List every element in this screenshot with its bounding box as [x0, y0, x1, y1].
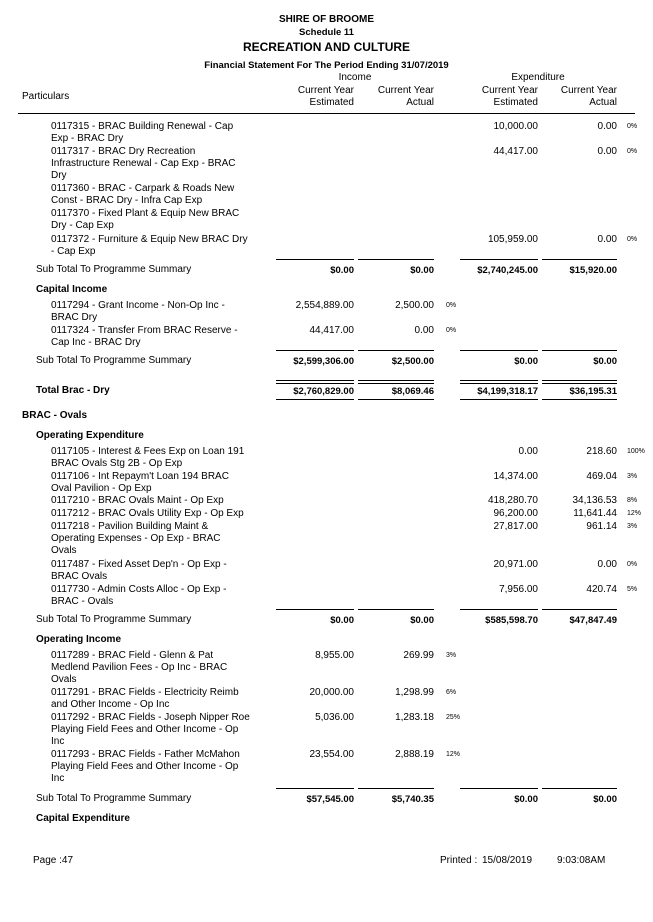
line-item-text: BRAC Ovals — [51, 571, 108, 582]
amount-e-act: 34,136.53 — [572, 495, 617, 506]
col-exp-estimated-header: Current Year Estimated — [481, 85, 538, 108]
total-rule — [276, 350, 354, 351]
line-item-text: 0117293 - BRAC Fields - Father McMahon — [51, 749, 240, 760]
total-bottom-rule — [358, 399, 434, 400]
line-item-text: 0117487 - Fixed Asset Dep'n - Op Exp - — [51, 559, 227, 570]
report-title: RECREATION AND CULTURE — [242, 40, 411, 54]
amount-i-act: 0.00 — [414, 325, 434, 336]
col-income-actual-header: Current Year Actual — [377, 85, 434, 108]
line-item-text: Ovals — [51, 545, 77, 556]
section-heading: Operating Expenditure — [36, 430, 144, 441]
page-number: Page :47 — [33, 855, 74, 866]
line-item-text: 0117324 - Transfer From BRAC Reserve - — [51, 325, 238, 336]
subtotal-amount: $15,920.00 — [569, 265, 617, 276]
line-item-text: Cap Inc - BRAC Dry — [51, 337, 141, 348]
expenditure-percent: 0% — [627, 561, 638, 568]
subtotal-amount: $0.00 — [410, 265, 434, 276]
subtotal-label: Sub Total To Programme Summary — [36, 614, 192, 625]
income-percent: 0% — [446, 302, 457, 309]
amount-i-est: 8,955.00 — [315, 650, 354, 661]
amount-e-act: 218.60 — [586, 446, 617, 457]
line-item-label — [51, 300, 261, 324]
amount-e-est: 27,817.00 — [493, 521, 538, 532]
income-percent: 3% — [446, 652, 457, 659]
income-percent: 6% — [446, 689, 457, 696]
amount-e-est: 14,374.00 — [493, 471, 538, 482]
total-bottom-rule — [542, 399, 617, 400]
amount-i-act: 2,888.19 — [395, 749, 434, 760]
header-rule — [18, 113, 635, 114]
line-item-label — [51, 121, 261, 145]
amount-e-act: 0.00 — [597, 234, 617, 245]
subtotal-label: Sub Total To Programme Summary — [36, 264, 192, 275]
amount-e-act: 0.00 — [597, 146, 617, 157]
line-item-label — [51, 521, 261, 557]
line-item-text: 0117210 - BRAC Ovals Maint - Op Exp — [51, 495, 224, 506]
line-item-label — [51, 584, 261, 608]
total-rule — [276, 259, 354, 260]
group-heading: BRAC - Ovals — [22, 410, 88, 421]
total-rule — [460, 259, 538, 260]
line-item-text: 0117218 - Pavilion Building Maint & — [51, 521, 209, 532]
line-item-label — [51, 508, 261, 520]
total-amount: $2,760,829.00 — [293, 386, 354, 397]
line-item-text: 0117212 - BRAC Ovals Utility Exp - Op Exp — [51, 508, 244, 519]
line-item-text: Oval Pavilion - Op Exp — [51, 483, 152, 494]
expenditure-percent: 5% — [627, 586, 638, 593]
line-item-text: Playing Field Fees and Other Income - Op — [51, 724, 239, 735]
line-item-text: 0117291 - BRAC Fields - Electricity Reimb — [51, 687, 239, 698]
printed-time: 9:03:08AM — [557, 855, 606, 866]
income-group-header: Income — [338, 72, 372, 83]
line-item-text: Ovals — [51, 674, 77, 685]
line-item-label — [51, 446, 261, 470]
total-rule — [276, 609, 354, 610]
line-item-text: Inc — [51, 736, 65, 747]
subtotal-amount: $57,545.00 — [306, 794, 354, 805]
amount-e-est: 7,956.00 — [499, 584, 538, 595]
total-rule — [460, 609, 538, 610]
total-rule — [276, 380, 354, 384]
section-heading: Operating Income — [36, 634, 122, 645]
org-name: SHIRE OF BROOME — [278, 14, 374, 25]
expenditure-percent: 3% — [627, 523, 638, 530]
section-heading: Capital Expenditure — [36, 813, 130, 824]
line-item-text: 0117315 - BRAC Building Renewal - Cap — [51, 121, 234, 132]
income-percent: 25% — [446, 714, 461, 721]
total-rule — [358, 350, 434, 351]
expenditure-group-header: Expenditure — [511, 72, 565, 83]
amount-i-act: 269.99 — [403, 650, 434, 661]
line-item-text: 0117370 - Fixed Plant & Equip New BRAC — [51, 208, 240, 219]
line-item-label — [51, 234, 261, 258]
amount-i-est: 2,554,889.00 — [295, 300, 354, 311]
printed-label: Printed : — [440, 855, 478, 866]
amount-e-act: 0.00 — [597, 121, 617, 132]
statement-period: Financial Statement For The Period Ending 31/07/2019 — [204, 60, 449, 71]
line-item-label — [51, 559, 261, 583]
amount-e-act: 0.00 — [597, 559, 617, 570]
subtotal-amount: $2,740,245.00 — [477, 265, 538, 276]
line-item-text: 0117317 - BRAC Dry Recreation — [51, 146, 196, 157]
subtotal-amount: $0.00 — [514, 356, 538, 367]
total-rule — [460, 788, 538, 789]
subtotal-amount: $47,847.49 — [569, 615, 617, 626]
subtotal-amount: $0.00 — [330, 265, 354, 276]
line-item-text: Exp - BRAC Dry — [51, 133, 124, 144]
total-rule — [542, 380, 617, 384]
amount-e-act: 469.04 — [586, 471, 617, 482]
line-item-text: Dry - Cap Exp — [51, 220, 114, 231]
line-item-label — [51, 146, 261, 182]
amount-e-est: 0.00 — [518, 446, 538, 457]
section-heading: Capital Income — [36, 284, 108, 295]
expenditure-percent: 3% — [627, 473, 638, 480]
total-rule — [542, 609, 617, 610]
subtotal-label: Sub Total To Programme Summary — [36, 793, 192, 804]
line-item-text: 0117360 - BRAC - Carpark & Roads New — [51, 183, 235, 194]
line-item-text: Playing Field Fees and Other Income - Op — [51, 761, 239, 772]
expenditure-percent: 8% — [627, 497, 638, 504]
line-item-text: Dry — [51, 170, 67, 181]
subtotal-amount: $0.00 — [514, 794, 538, 805]
amount-e-est: 44,417.00 — [493, 146, 538, 157]
total-rule — [276, 788, 354, 789]
total-rule — [460, 380, 538, 384]
line-item-text: Operating Expenses - Op Exp - BRAC — [51, 533, 221, 544]
amount-i-act: 2,500.00 — [395, 300, 434, 311]
line-item-label — [51, 749, 261, 785]
line-item-text: - Cap Exp — [51, 246, 96, 257]
col-income-estimated-header: Current Year Estimated — [297, 85, 354, 108]
total-rule — [358, 788, 434, 789]
total-rule — [542, 350, 617, 351]
amount-i-est: 23,554.00 — [309, 749, 354, 760]
amount-e-est: 418,280.70 — [487, 495, 538, 506]
total-amount: $4,199,318.17 — [477, 386, 538, 397]
line-item-label — [51, 208, 261, 232]
total-bottom-rule — [460, 399, 538, 400]
line-item-text: BRAC - Ovals — [51, 596, 114, 607]
income-percent: 12% — [446, 751, 461, 758]
subtotal-amount: $0.00 — [330, 615, 354, 626]
total-amount: $36,195.31 — [569, 386, 617, 397]
subtotal-amount: $0.00 — [593, 356, 617, 367]
subtotal-label: Sub Total To Programme Summary — [36, 355, 192, 366]
line-item-text: BRAC Dry — [51, 312, 98, 323]
particulars-header: Particulars — [22, 91, 70, 102]
col-exp-actual-header: Current Year Actual — [560, 85, 617, 108]
schedule-label: Schedule 11 — [299, 27, 354, 38]
total-rule — [358, 380, 434, 384]
income-percent: 0% — [446, 327, 457, 334]
line-item-text: BRAC Ovals Stg 2B - Op Exp — [51, 458, 183, 469]
line-item-text: 0117294 - Grant Income - Non-Op Inc - — [51, 300, 225, 311]
amount-e-act: 961.14 — [586, 521, 617, 532]
amount-e-est: 10,000.00 — [493, 121, 538, 132]
total-rule — [542, 259, 617, 260]
line-item-label — [51, 712, 261, 748]
subtotal-amount: $0.00 — [593, 794, 617, 805]
expenditure-percent: 0% — [627, 236, 638, 243]
line-item-label — [51, 325, 261, 349]
line-item-text: Infrastructure Renewal - Cap Exp - BRAC — [51, 158, 236, 169]
line-item-text: 0117105 - Interest & Fees Exp on Loan 191 — [51, 446, 245, 457]
amount-i-est: 20,000.00 — [309, 687, 354, 698]
amount-e-est: 96,200.00 — [493, 508, 538, 519]
amount-i-est: 5,036.00 — [315, 712, 354, 723]
line-item-text: Inc — [51, 773, 65, 784]
total-bottom-rule — [276, 399, 354, 400]
total-label: Total Brac - Dry — [36, 385, 110, 396]
line-item-text: 0117106 - Int Repaym't Loan 194 BRAC — [51, 471, 229, 482]
total-rule — [358, 609, 434, 610]
subtotal-amount: $0.00 — [410, 615, 434, 626]
amount-e-est: 105,959.00 — [487, 234, 538, 245]
printed-date: 15/08/2019 — [482, 855, 533, 866]
total-rule — [358, 259, 434, 260]
line-item-label — [51, 650, 261, 686]
line-item-text: 0117730 - Admin Costs Alloc - Op Exp - — [51, 584, 227, 595]
amount-e-est: 20,971.00 — [493, 559, 538, 570]
line-item-label — [51, 183, 261, 207]
subtotal-amount: $2,599,306.00 — [293, 356, 354, 367]
line-item-label — [51, 687, 261, 711]
line-item-text: 0117292 - BRAC Fields - Joseph Nipper Roe — [51, 712, 250, 723]
line-item-text: and Other Income - Op Inc — [51, 699, 170, 710]
subtotal-amount: $2,500.00 — [391, 356, 434, 367]
line-item-text: Const - BRAC Dry - Infra Cap Exp — [51, 195, 203, 206]
line-item-label — [51, 471, 261, 495]
expenditure-percent: 0% — [627, 123, 638, 130]
line-item-label — [51, 495, 261, 507]
total-amount: $8,069.46 — [391, 386, 434, 397]
subtotal-amount: $585,598.70 — [485, 615, 538, 626]
subtotal-amount: $5,740.35 — [391, 794, 434, 805]
amount-i-est: 44,417.00 — [309, 325, 354, 336]
line-item-text: 0117372 - Furniture & Equip New BRAC Dry — [51, 234, 248, 245]
expenditure-percent: 0% — [627, 148, 638, 155]
total-rule — [460, 350, 538, 351]
total-rule — [542, 788, 617, 789]
amount-e-act: 11,641.44 — [573, 508, 617, 519]
expenditure-percent: 100% — [627, 448, 645, 455]
expenditure-percent: 12% — [627, 510, 642, 517]
line-item-text: 0117289 - BRAC Field - Glenn & Pat — [51, 650, 214, 661]
line-item-text: Medlend Pavilion Fees - Op Inc - BRAC — [51, 662, 228, 673]
amount-i-act: 1,283.18 — [395, 712, 434, 723]
amount-e-act: 420.74 — [586, 584, 617, 595]
amount-i-act: 1,298.99 — [395, 687, 434, 698]
